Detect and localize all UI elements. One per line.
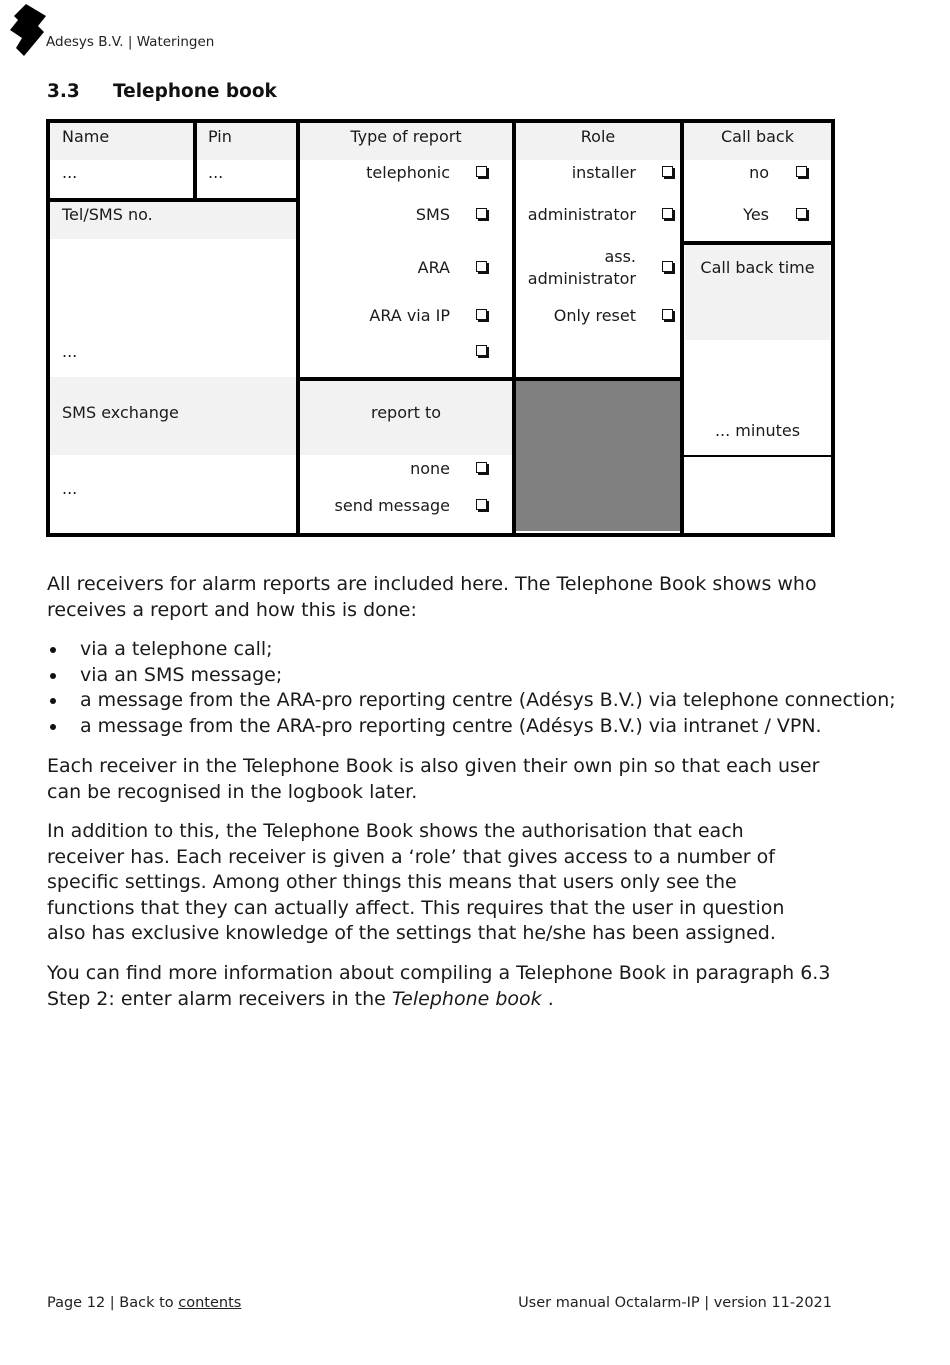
page-header — [10, 4, 410, 56]
list-item: a message from the ARA-pro reporting centre (Adésys B.V.) via telephone connection; — [47, 688, 847, 714]
report-methods-list — [47, 637, 896, 739]
tel-sms-value[interactable]: ... — [62, 342, 78, 361]
role-option-ass-line2: administrator — [527, 269, 636, 288]
more-info-paragraph — [47, 961, 837, 1012]
role-option-only-reset: Only reset — [553, 306, 636, 325]
name-value[interactable]: ... — [62, 163, 78, 182]
callback-option-no: no — [749, 163, 769, 182]
report-none-checkbox[interactable] — [476, 462, 487, 473]
administrator-checkbox[interactable] — [662, 208, 673, 219]
section-title: Telephone book — [113, 81, 277, 102]
name-label: Name — [62, 127, 110, 146]
ass-administrator-checkbox[interactable] — [662, 261, 673, 272]
call-back-header: Call back — [721, 127, 794, 146]
callback-option-yes: Yes — [743, 205, 769, 224]
more-info-end: . — [541, 987, 554, 1010]
footer-page-info — [47, 1295, 241, 1311]
adesys-logo-icon — [10, 4, 48, 58]
report-to-none: none — [410, 459, 450, 478]
telephone-book-link[interactable]: Telephone book — [391, 987, 542, 1010]
installer-checkbox[interactable] — [662, 166, 673, 177]
callback-no-checkbox[interactable] — [796, 166, 807, 177]
pin-label: Pin — [208, 127, 232, 146]
type-of-report-header: Type of report — [350, 127, 462, 146]
type-option-ara: ARA — [417, 258, 450, 277]
report-to-send-message: send message — [334, 496, 450, 515]
type-option-telephonic: telephonic — [366, 163, 450, 182]
role-header: Role — [580, 127, 616, 146]
role-option-installer: installer — [571, 163, 636, 182]
intro-paragraph: All receivers for alarm reports are included here. The Telephone Book shows who receives a report and how this is done: — [47, 573, 817, 621]
callback-time-value[interactable]: ... minutes — [714, 421, 801, 440]
list-item: via a telephone call; — [47, 637, 847, 663]
role-option-ass-line1: ass. — [604, 247, 636, 266]
section-number: 3.3 — [47, 81, 80, 102]
pin-paragraph: Each receiver in the Telephone Book is also given their own pin so that each user can be recognised in the logbook later. — [47, 755, 820, 803]
callback-time-label: Call back time — [700, 258, 815, 277]
type-option-sms: SMS — [415, 205, 450, 224]
footer-manual-version: User manual Octalarm-IP | version 11-2021 — [518, 1295, 832, 1311]
type-option-ara-ip: ARA via IP — [369, 306, 450, 325]
contents-link[interactable]: contents — [178, 1295, 242, 1311]
callback-yes-checkbox[interactable] — [796, 208, 807, 219]
extra-type-checkbox[interactable] — [476, 345, 487, 356]
pin-value[interactable]: ... — [208, 163, 224, 182]
list-item: via an SMS message; — [47, 663, 847, 689]
only-reset-checkbox[interactable] — [662, 309, 673, 320]
telephonic-checkbox[interactable] — [476, 166, 487, 177]
list-item: a message from the ARA-pro reporting centre (Adésys B.V.) via intranet / VPN. — [47, 714, 847, 740]
telephone-book-form — [46, 119, 835, 537]
more-info-text: You can find more information about compiling a Telephone Book in paragraph 6.3 Step 2: enter alarm receivers in the — [47, 962, 831, 1010]
sms-exchange-label: SMS exchange — [62, 403, 179, 422]
ara-checkbox[interactable] — [476, 261, 487, 272]
role-option-administrator: administrator — [527, 205, 636, 224]
report-to-label: report to — [370, 403, 441, 422]
page-number: Page 12 | Back to — [47, 1295, 179, 1311]
sms-exchange-value[interactable]: ... — [62, 479, 78, 498]
sms-checkbox[interactable] — [476, 208, 487, 219]
report-send-message-checkbox[interactable] — [476, 499, 487, 510]
role-paragraph: In addition to this, the Telephone Book shows the authorisation that each receiver has. Each receiver is given a ‘role’ that gives access to a number of specific settings. Among other things this means that users only see the functions that they can actually affect. This requires that the user in question also has exclusive knowledge of the settings that he/she has been assigned. — [47, 820, 785, 945]
tel-sms-label: Tel/SMS no. — [62, 205, 153, 224]
ara-ip-checkbox[interactable] — [476, 309, 487, 320]
section-heading — [47, 81, 277, 102]
empty-dark-cell — [516, 381, 680, 531]
company-name: Adesys B.V. | Wateringen — [46, 34, 215, 50]
